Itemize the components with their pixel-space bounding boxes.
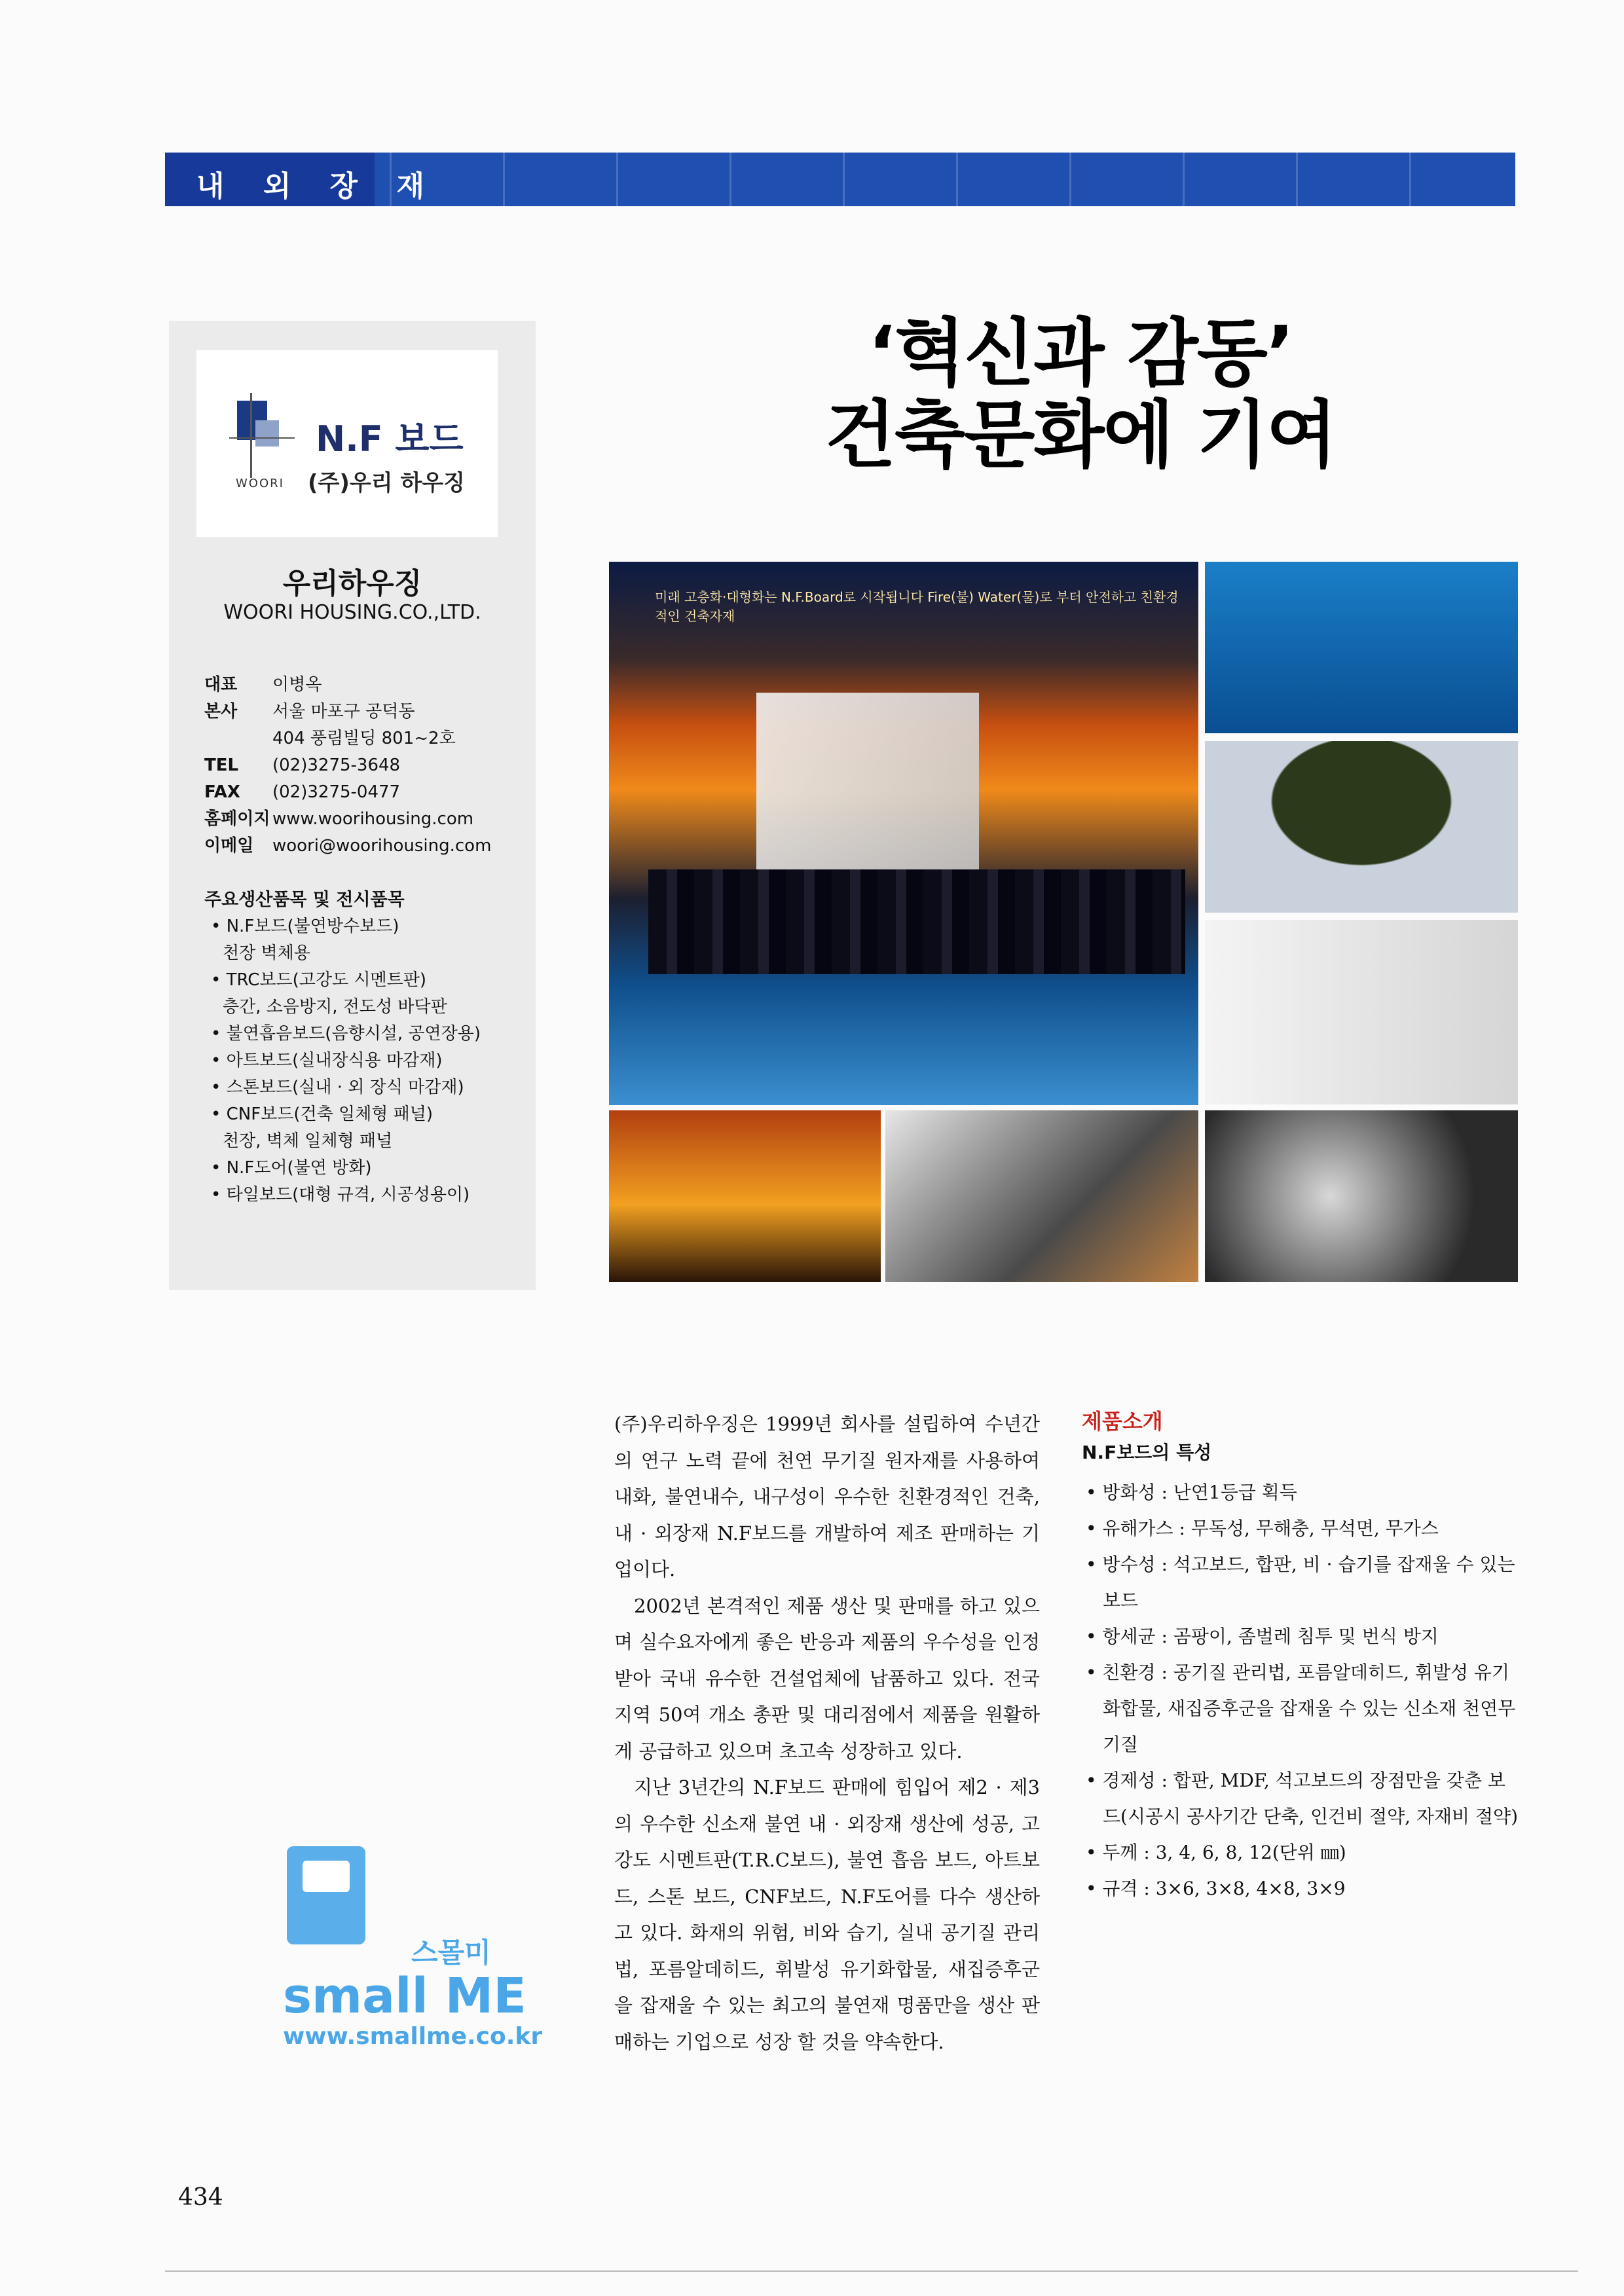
info-key: 대표 (204, 675, 238, 695)
product-subitem: 천장, 벽체 일체형 패널 (223, 1131, 393, 1151)
water-photo (1205, 562, 1518, 733)
info-value: woori@woorihousing.com (272, 836, 492, 856)
photo-caption: 미래 고층화·대형화는 N.F.Board로 시작됩니다 Fire(불) Water(물)로 부터 안전하고 친환경적인 건축자재 (655, 589, 1179, 624)
feature-item: • 방화성 : 난연1등급 획득 (1086, 1482, 1297, 1503)
info-key: 홈페이지 (204, 809, 270, 829)
watermark-korean: 스몰미 (411, 1937, 491, 1969)
info-key: 이메일 (204, 836, 254, 856)
info-row (204, 672, 491, 699)
logo-line (250, 393, 252, 478)
features-list (1086, 1474, 1518, 1906)
info-row (204, 806, 491, 833)
page-number: 434 (178, 2184, 223, 2211)
ladder-fire-photo (885, 1110, 1198, 1282)
feature-item: • 경제성 : 합판, MDF, 석고보드의 장점만을 갖춘 보드(시공시 공사기간 단축, 인건비 절약, 자재비 절약) (1086, 1770, 1519, 1827)
product-item: • N.F도어(불연 방화) (211, 1158, 372, 1178)
company-info (204, 672, 491, 860)
logo-line (229, 437, 295, 439)
logo-small-text: WOORI (236, 477, 284, 490)
info-key: TEL (204, 756, 239, 775)
watermark-url: www.smallme.co.kr (283, 2023, 543, 2050)
feature-item: • 규격 : 3×6, 3×8, 4×8, 3×9 (1086, 1878, 1346, 1899)
product-item: • 스톤보드(실내 · 외 장식 마감재) (211, 1078, 464, 1097)
watermark-logo: small ME (283, 1968, 526, 2024)
logo-company: (주)우리 하우징 (308, 470, 465, 496)
product-intro-heading: 제품소개 (1082, 1409, 1163, 1434)
product-item: • 타일보드(대형 규격, 시공성용이) (211, 1185, 470, 1205)
body-paragraph: (주)우리하우징은 1999년 회사를 설립하여 수년간의 연구 노력 끝에 천연 무기질 원자재를 사용하여 내화, 불연내수, 내구성이 우수한 친환경적인 건축, 내 · 외장재 N.F보드를 개발하여 제조 판매하는 기업이다. (614, 1413, 1040, 1580)
product-subitem: 층간, 소음방지, 전도성 바닥판 (223, 997, 447, 1017)
product-item: • 아트보드(실내장식용 마감재) (211, 1051, 443, 1070)
title-line: ‘혁신과 감동’ (868, 311, 1293, 396)
product-item: • 불연흡음보드(음향시설, 공연장용) (211, 1024, 481, 1044)
info-row (204, 725, 491, 752)
firefighter-photo (609, 1110, 881, 1282)
info-key: 본사 (204, 702, 238, 721)
features-title: N.F보드의 특성 (1082, 1442, 1212, 1463)
smoke-photo (1205, 1110, 1518, 1282)
product-subitem: 천장 벽체용 (223, 943, 310, 963)
article-title (688, 313, 1473, 477)
body-paragraph: 2002년 본격적인 제품 생산 및 판매를 하고 있으며 실수요자에게 좋은 반응과 제품의 우수성을 인정 받아 국내 유수한 건설업체에 납품하고 있다. 전국 지역 50여 개소 총판 및 대리점에서 제품을 원활하게 공급하고 있으며 초고속 성장하고 있다. (614, 1594, 1040, 1762)
company-name-en: WOORI HOUSING.CO.,LTD. (223, 601, 481, 624)
product-item: • CNF보드(건축 일체형 패널) (211, 1104, 434, 1124)
info-value: www.woorihousing.com (272, 809, 474, 829)
info-value: (02)3275-3648 (272, 756, 401, 775)
company-name: 우리하우징 (282, 567, 422, 600)
robot-face-icon (303, 1861, 350, 1892)
info-key (204, 725, 272, 752)
products-title: 주요생산품목 및 전시품목 (204, 890, 405, 910)
section-label: 내 외 장 재 (196, 170, 439, 203)
logo-brand: N.F 보드 (316, 418, 464, 460)
info-value: 서울 마포구 공덕동 (272, 702, 415, 721)
body-paragraph: 지난 3년간의 N.F보드 판매에 힘입어 제2 · 제3의 우수한 신소재 불연 내 · 외장재 생산에 성공, 고강도 시멘트판(T.R.C보드), 불연 흡음 보드, 아트보드, 스톤 보드, CNF보드, N.F도어를 다수 생산하고 있다. 화재의 위험, 비와 습기, 실내 공기질 관리법, 포름알데히드, 휘발성 유기화합물, 새집증후군을 잡재울 수 있는 최고의 불연재 명품만을 생산 판매하는 기업으로 성장 할 것을 약속한다. (614, 1776, 1040, 2053)
info-row (204, 833, 491, 860)
feature-item: • 항세균 : 곰팡이, 좀벌레 침투 및 번식 방지 (1086, 1626, 1439, 1647)
feature-item: • 두께 : 3, 4, 6, 8, 12(단위 ㎜) (1086, 1842, 1346, 1863)
info-value: 404 풍림빌딩 801~2호 (272, 729, 456, 748)
boards-photo (1205, 920, 1518, 1104)
product-item: • TRC보드(고강도 시멘트판) (211, 970, 427, 990)
info-row (204, 699, 491, 725)
city-skyline-image (648, 869, 1185, 974)
feature-item: • 유해가스 : 무독성, 무해충, 무석면, 무가스 (1086, 1518, 1439, 1539)
info-value: 이병옥 (272, 675, 322, 695)
products-list (211, 913, 481, 1209)
info-row (204, 779, 491, 806)
logo-mark-accent (255, 420, 279, 446)
article-body (614, 1406, 1040, 2060)
feature-item: • 친환경 : 공기질 관리법, 포름알데히드, 휘발성 유기화합물, 새집증후군을 잡재울 수 있는 신소재 천연무기질 (1086, 1662, 1516, 1755)
info-value: (02)3275-0477 (272, 782, 401, 802)
product-item: • N.F보드(불연방수보드) (211, 917, 399, 936)
tree-photo (1205, 741, 1518, 913)
info-key: FAX (204, 782, 240, 802)
title-line: 건축문화에 기여 (824, 393, 1337, 478)
info-row (204, 752, 491, 779)
feature-item: • 방수성 : 석고보드, 합판, 비 · 습기를 잡재울 수 있는 보드 (1086, 1554, 1515, 1611)
bottom-rule (165, 2270, 1578, 2272)
fire-city-photo (609, 562, 1198, 1105)
